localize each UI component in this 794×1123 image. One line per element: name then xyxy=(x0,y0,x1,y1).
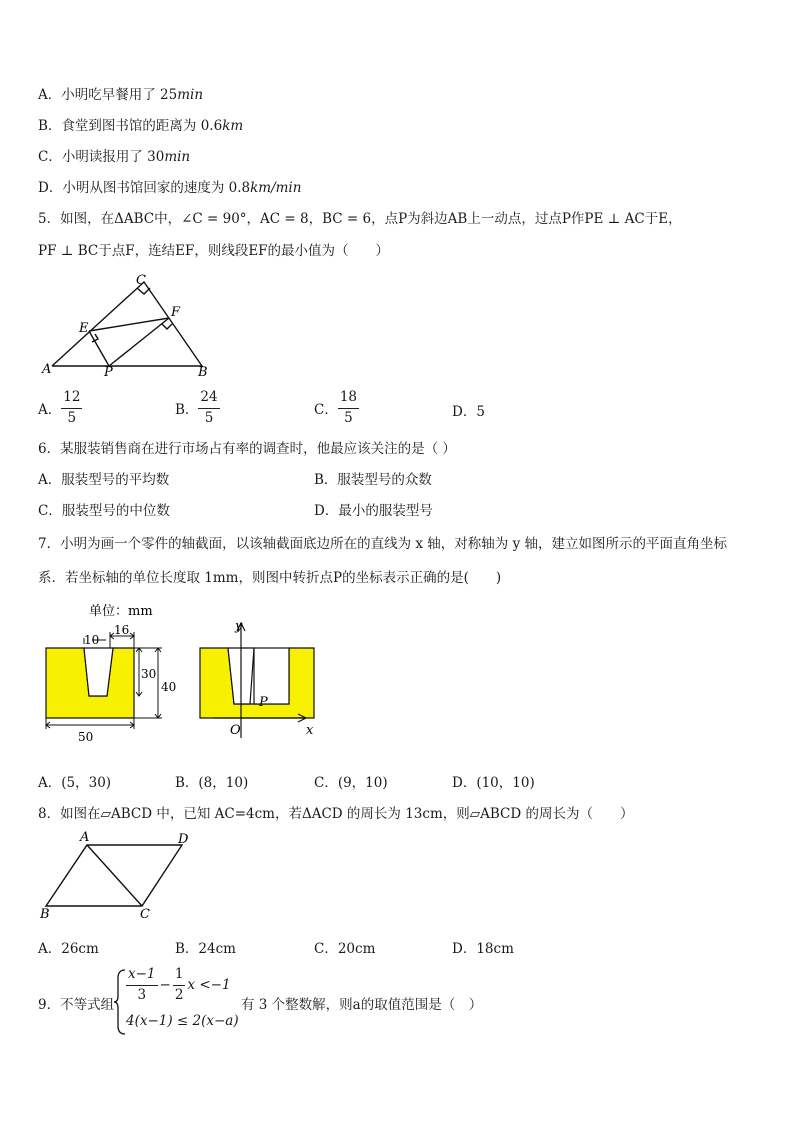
q8-label-b: B xyxy=(40,907,50,922)
q9-brace xyxy=(113,968,127,1036)
q5-stem-line2: PF ⊥ BC于点F，连结EF，则线段EF的最小值为（ ） xyxy=(38,243,390,259)
q7-label-p: P xyxy=(259,695,268,710)
q6-option-d: D．最小的服装型号 xyxy=(314,503,433,519)
q5-label-e: E xyxy=(79,321,89,336)
q7-dim-16: 16 xyxy=(114,623,130,637)
q4-option-d: D．小明从图书馆回家的速度为 0.8km/min xyxy=(38,180,302,196)
q7-stem-line1: 7．小明为画一个零件的轴截面，以该轴截面底边所在的直线为 x 轴，对称轴为 y 轴，建立如图所示的平面直角坐标 xyxy=(38,536,727,552)
q7-dim-40: 40 xyxy=(161,680,177,694)
q8-label-d: D xyxy=(178,832,189,847)
q8-label-a: A xyxy=(80,830,90,845)
q7-dim-30: 30 xyxy=(141,667,157,681)
q5-option-b: B． $\frac{24}{5}$ xyxy=(175,389,218,426)
q9-inequality-2: 4(x−1) ≤ 2(x−a) xyxy=(126,1013,239,1029)
q7-option-c: C．(9，10) xyxy=(314,775,388,791)
q5-option-c: C． $\frac{18}{5}$ xyxy=(314,389,358,426)
q5-label-a: A xyxy=(42,362,52,377)
q8-option-a: A．26cm xyxy=(38,941,99,957)
q5-stem-line1: 5．如图，在ΔABC中，∠C = 90°，AC = 8，BC = 6，点P为斜边AB上一动点，过点P作PE ⊥ AC于E， xyxy=(38,211,682,227)
q9-inequality-1: $\frac{x-1}{3}$ − $\frac{1}{2}$ x <−1 xyxy=(128,966,231,1003)
q7-dim-50: 50 xyxy=(78,730,94,744)
q9-prefix: 9．不等式组 xyxy=(38,997,115,1013)
q5-label-f: F xyxy=(171,305,181,320)
q8-option-d: D．18cm xyxy=(452,941,514,957)
q5-label-c: C xyxy=(136,273,146,288)
q4-option-a: A．小明吃早餐用了 25min xyxy=(38,87,204,103)
q6-option-a: A．服装型号的平均数 xyxy=(38,472,170,488)
q7-label-y: y xyxy=(235,619,243,634)
q5-label-p: P xyxy=(104,365,113,380)
q8-label-c: C xyxy=(140,907,150,922)
q7-dim-10: 10 xyxy=(84,633,100,647)
q8-option-b: B．24cm xyxy=(175,941,236,957)
q9-suffix: 有 3 个整数解，则a的取值范围是（ ） xyxy=(241,997,483,1013)
q8-option-c: C．20cm xyxy=(314,941,376,957)
q7-label-o: O xyxy=(230,723,241,738)
q4-option-c: C．小明读报用了 30min xyxy=(38,149,191,165)
q7-option-d: D．(10，10) xyxy=(452,775,535,791)
q7-option-a: A．(5，30) xyxy=(38,775,112,791)
q6-option-c: C．服装型号的中位数 xyxy=(38,503,170,519)
q6-option-b: B．服装型号的众数 xyxy=(314,472,432,488)
q5-option-a: A． $\frac{12}{5}$ xyxy=(38,389,81,426)
q4-option-b: B．食堂到图书馆的距离为 0.6km xyxy=(38,118,244,134)
q8-parallelogram-figure xyxy=(38,828,198,922)
q5-option-d: D．5 xyxy=(452,404,485,420)
q7-part-figure xyxy=(34,598,324,746)
q5-label-b: B xyxy=(198,365,208,380)
q7-label-x: x xyxy=(306,723,314,738)
q8-stem: 8．如图在▱ABCD 中，已知 AC=4cm，若ΔACD 的周长为 13cm，则▱ABCD 的周长为（ ） xyxy=(38,806,634,822)
q6-stem: 6．某服装销售商在进行市场占有率的调查时，他最应该关注的是（ ） xyxy=(38,441,456,457)
q7-stem-line2: 系．若坐标轴的单位长度取 1mm，则图中转折点P的坐标表示正确的是( ) xyxy=(38,570,502,586)
q5-triangle-figure xyxy=(38,272,218,380)
q7-option-b: B．(8，10) xyxy=(175,775,249,791)
q7-unit-label: 单位：mm xyxy=(89,604,153,619)
